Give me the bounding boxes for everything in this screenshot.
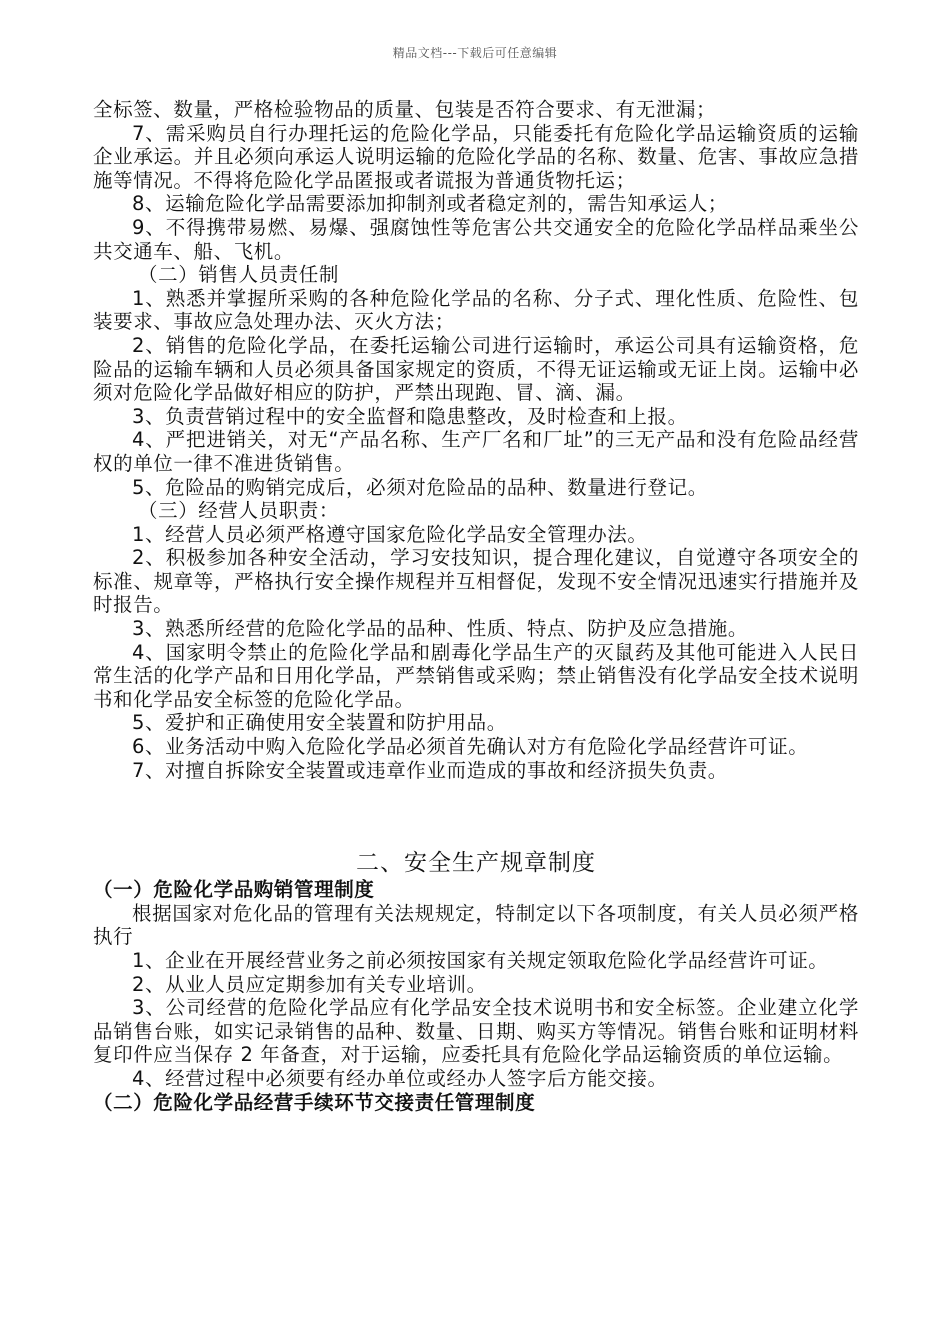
list-item: 4、经营过程中必须要有经办单位或经办人签字后方能交接。 — [132, 1066, 668, 1090]
list-item: 5、危险品的购销完成后，必须对危险品的品种、数量进行登记。 — [132, 475, 708, 499]
list-item: 7、对擅自拆除安全装置或违章作业而造成的事故和经济损失负责。 — [132, 758, 728, 782]
list-item: 6、业务活动中购入危险化学品必须首先确认对方有危险化学品经营许可证。 — [132, 735, 809, 759]
list-item: 3、熟悉所经营的危险化学品的品种、性质、特点、防护及应急措施。 — [132, 617, 749, 641]
list-item: 1、经营人员必须严格遵守国家危险化学品安全管理办法。 — [132, 522, 648, 546]
list-item: 2、积极参加各种安全活动，学习安技知识，提合理化建议，自觉遵守各项安全的标准、规章等，严格执行安全操作规程并互相督促，发现不安全情况迅速实行措施并及时报告。 — [93, 546, 859, 617]
list-item: 4、国家明令禁止的危险化学品和剧毒化学品生产的灭鼠药及其他可能进入人民日常生活的化学产品和日用化学品，严禁销售或采购；禁止销售没有化学品安全技术说明书和化学品安全标签的危险化学品。 — [93, 640, 859, 711]
document-body — [93, 98, 859, 1114]
sub-heading-operators: （三）经营人员职责： — [138, 499, 340, 523]
list-item: 2、从业人员应定期参加有关专业培训。 — [132, 972, 487, 996]
heading-purchase-sales-system: （一）危险化学品购销管理制度 — [93, 878, 375, 902]
paragraph: 全标签、数量，严格检验物品的质量、包装是否符合要求、有无泄漏； — [93, 98, 717, 121]
list-item: 1、企业在开展经营业务之前必须按国家有关规定领取危险化学品经营许可证。 — [132, 949, 829, 972]
list-item: 3、负责营销过程中的安全监督和隐患整改，及时检查和上报。 — [132, 404, 688, 428]
sub-heading-sales: （二）销售人员责任制 — [138, 263, 340, 287]
list-item: 5、爱护和正确使用安全装置和防护用品。 — [132, 711, 507, 735]
list-item: 3、公司经营的危险化学品应有化学品安全技术说明书和安全标签。企业建立化学品销售台账，如实记录销售的品种、数量、日期、购买方等情况。销售台账和证明材料复印件应当保存 2 年备查，对于运输，应委托具有危险化学品运输资质的单位运输。 — [93, 996, 859, 1067]
list-item: 4、严把进销关，对无“产品名称、生产厂名和厂址”的三无产品和没有危险品经营权的单位一律不准进货销售。 — [93, 428, 859, 475]
paragraph: 根据国家对危化品的管理有关法规规定，特制定以下各项制度，有关人员必须严格执行 — [93, 901, 859, 949]
heading-handover-system: （二）危险化学品经营手续环节交接责任管理制度 — [93, 1090, 536, 1114]
paragraph: 9、不得携带易燃、易爆、强腐蚀性等危害公共交通安全的危险化学品样品乘坐公共交通车、船、飞机。 — [93, 215, 859, 263]
section-spacer — [93, 782, 859, 848]
list-item: 1、熟悉并掌握所采购的各种危险化学品的名称、分子式、理化性质、危险性、包装要求、事故应急处理办法、灭火方法； — [93, 286, 859, 334]
paragraph: 8、运输危险化学品需要添加抑制剂或者稳定剂的，需告知承运人； — [132, 192, 728, 216]
section-title: 二、安全生产规章制度 — [356, 850, 596, 877]
list-item: 2、销售的危险化学品，在委托运输公司进行运输时，承运公司具有运输资格，危险品的运输车辆和人员必须具备国家规定的资质，不得无证运输或无证上岗。运输中必须对危险化学品做好相应的防护，严禁出现跑、冒、滴、漏。 — [93, 333, 859, 405]
page-header-watermark: 精品文档---下载后可任意编辑 — [392, 46, 558, 60]
paragraph: 7、需采购员自行办理托运的危险化学品，只能委托有危险化学品运输资质的运输企业承运。并且必须向承运人说明运输的危险化学品的名称、数量、危害、事故应急措施等情况。不得将危险化学品匿报或者谎报为普通货物托运； — [93, 121, 859, 192]
